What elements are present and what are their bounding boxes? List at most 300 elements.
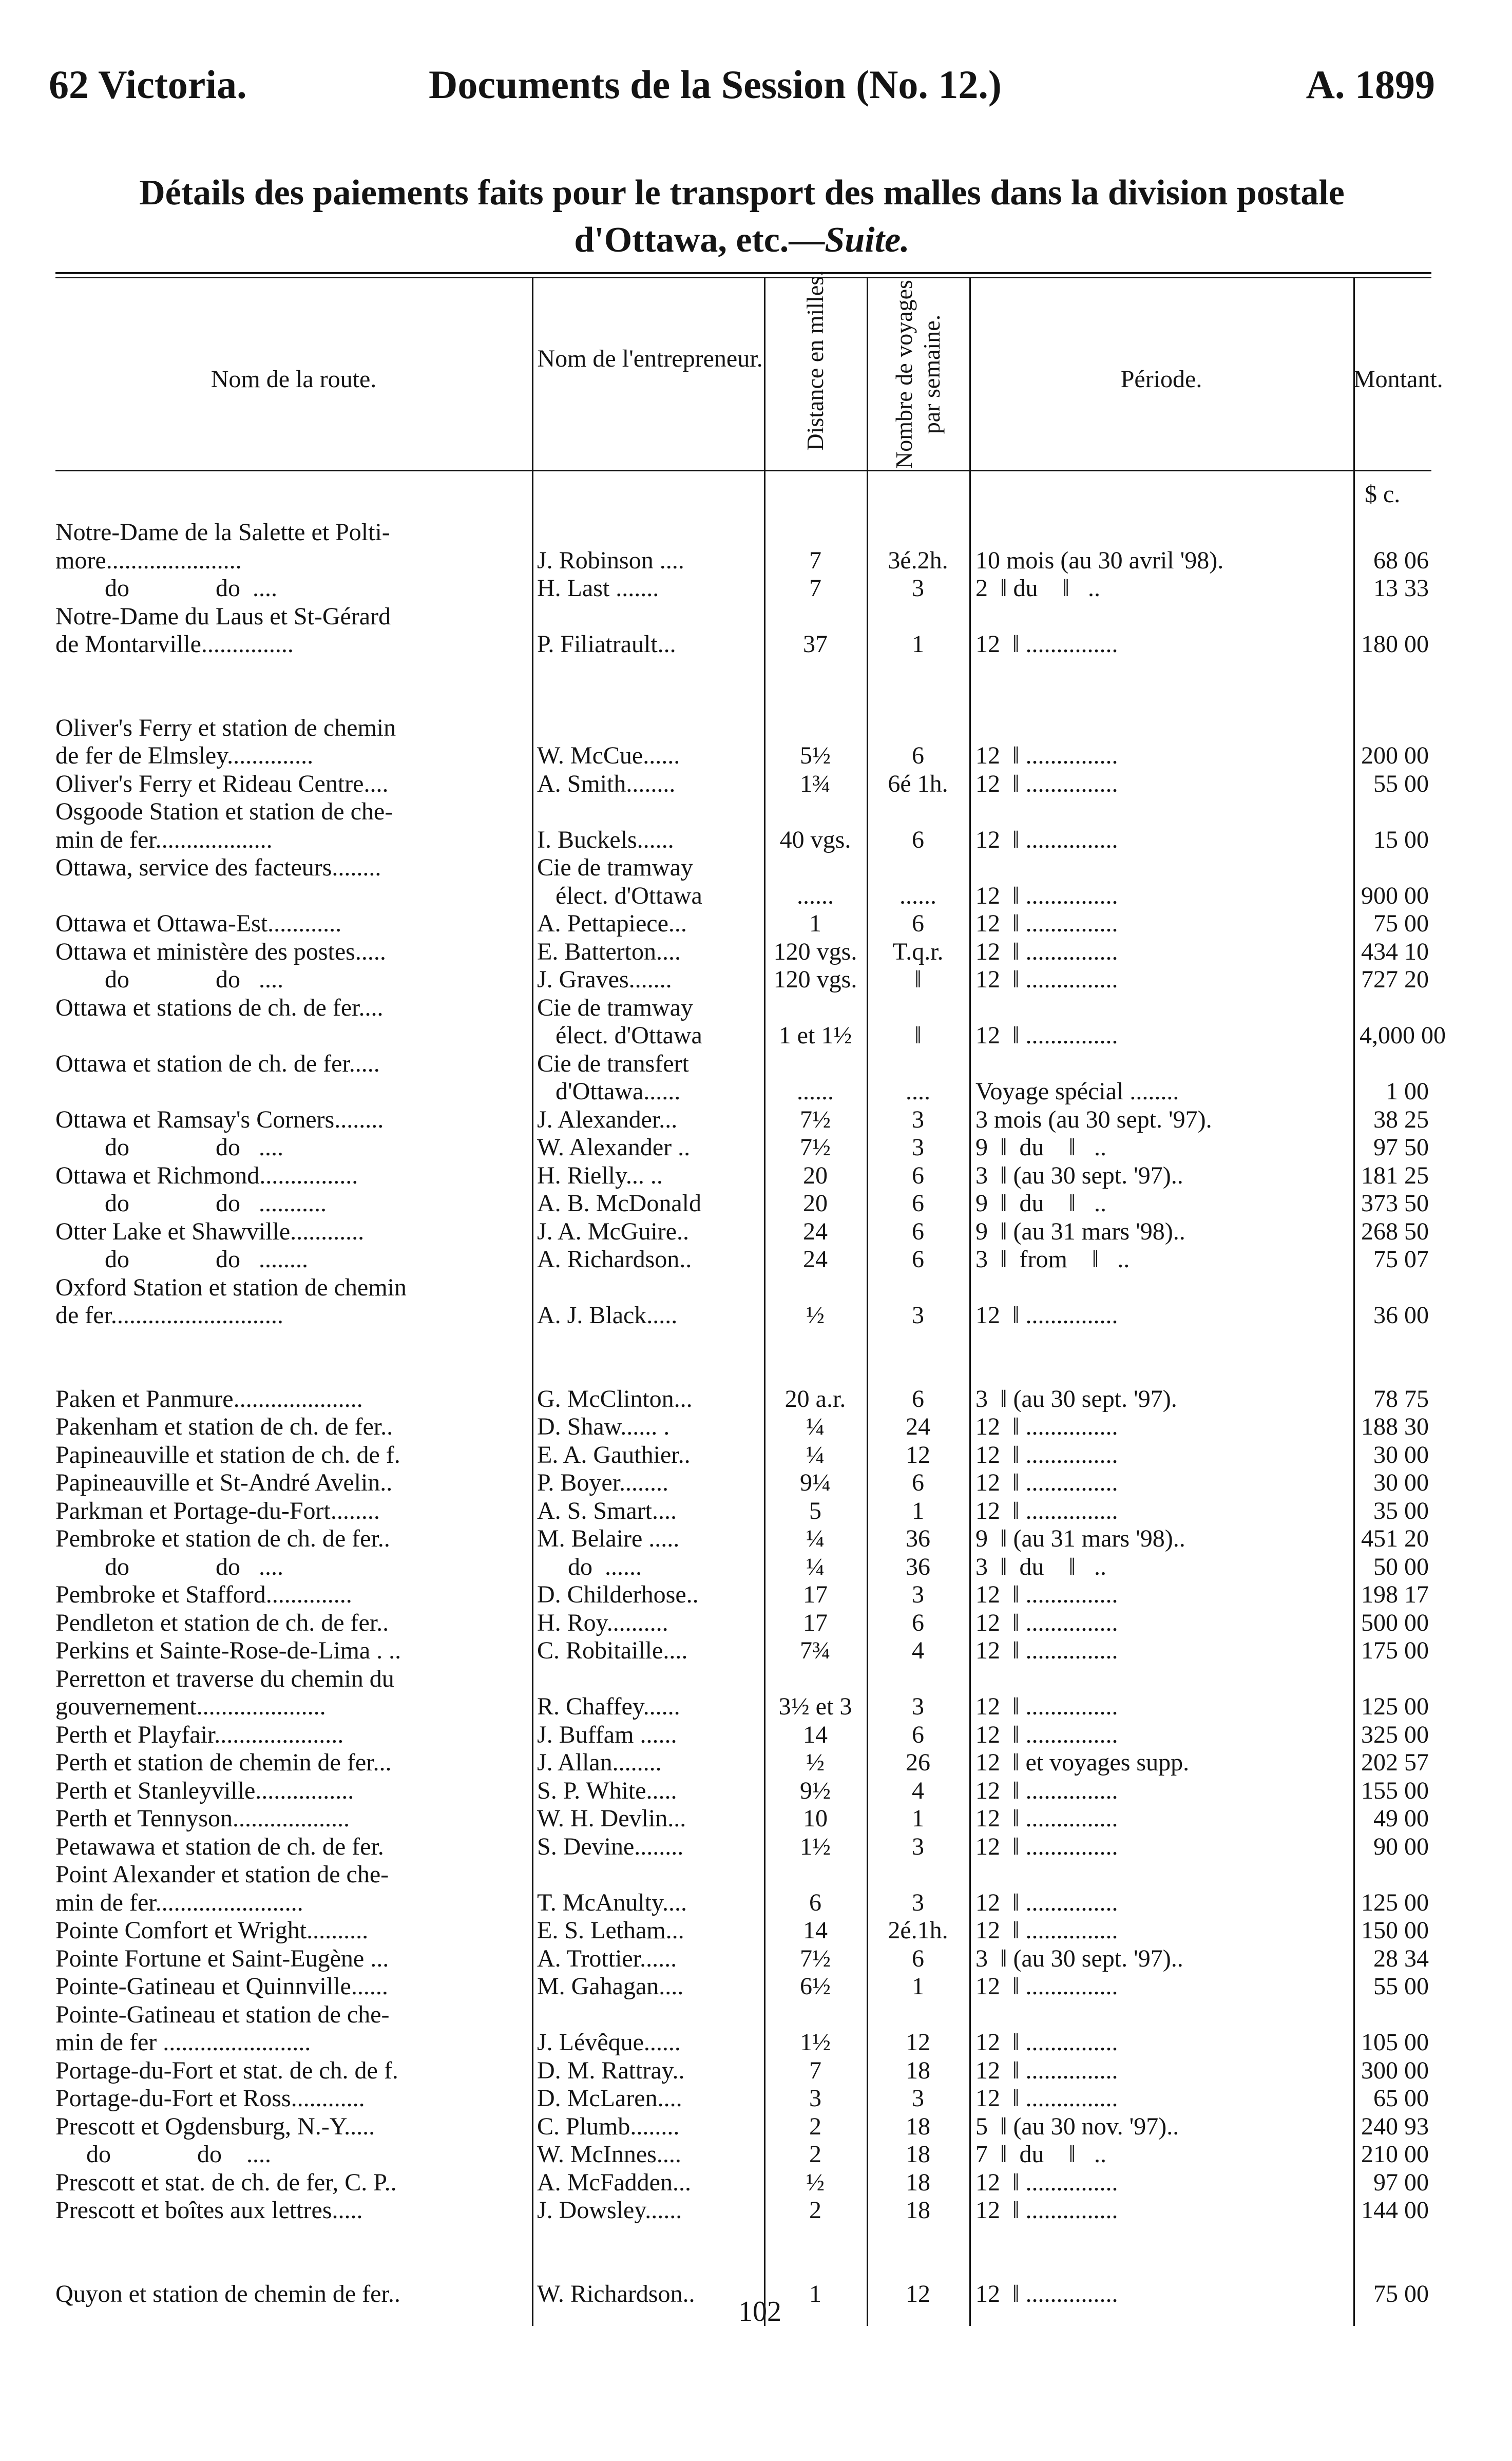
distance-value: 7½ [800,1134,831,1161]
distance-value: 120 vgs. [773,966,857,993]
period-value: 12 ‖ ............... [975,1833,1118,1860]
distance-value: 14 [803,1721,828,1748]
period-value: 12 ‖ ............... [975,1693,1118,1720]
title-line-2-plain: d'Ottawa, etc.— [574,220,825,260]
voyages-value: 6 [912,1609,924,1636]
distance-value: 120 vgs. [773,938,857,965]
voyages-value: 6 [912,1469,924,1496]
entrepreneur-name: E. Batterton.... [537,938,681,965]
voyages-value: 36 [906,1525,930,1552]
voyages-value: 6 [912,1190,924,1217]
route-name: Oxford Station et station de chemin [55,1273,407,1301]
amount-value: 75 07 [1373,1246,1429,1273]
period-value: 12 ‖ ............... [975,1973,1118,2000]
entrepreneur-name: A. Pettapiece... [537,910,687,937]
entrepreneur-name: M. Gahagan.... [537,1973,684,2000]
period-value: 12 ‖ ............... [975,1022,1118,1049]
route-name: min de fer........................ [55,1888,303,1916]
route-name: Ottawa, service des facteurs........ [55,854,381,881]
route-name: Ottawa et Ottawa-Est............ [55,910,342,937]
route-name: de Montarville............... [55,631,294,658]
period-value: 12 ‖ ............... [975,1917,1118,1944]
voyages-value: 12 [906,2029,930,2056]
entrepreneur-name: J. Robinson .... [537,546,684,574]
distance-value: 9½ [800,1777,831,1804]
entrepreneur-name: H. Rielly... .. [537,1161,663,1189]
distance-value: 6 [809,1888,821,1916]
entrepreneur-name: E. S. Letham... [537,1917,684,1944]
distance-value: 9¼ [800,1469,831,1496]
distance-value: 40 vgs. [779,826,851,853]
amount-value: 4,000 00 [1360,1022,1446,1049]
route-name: Perth et Playfair..................... [55,1721,344,1748]
distance-value: 7 [809,546,821,574]
entrepreneur-name: W. Richardson.. [537,2280,695,2307]
amount-value: 200 00 [1361,742,1429,769]
distance-value: ¼ [806,1525,825,1552]
period-value: 9 ‖ du ‖ .. [975,1134,1106,1161]
period-value: 9 ‖ (au 31 mars '98).. [975,1525,1185,1552]
header-year: A. 1899 [1306,62,1435,107]
voyages-value: 1 [912,1497,924,1524]
amount-value: 125 00 [1361,1888,1429,1916]
title-line-2-italic: Suite. [825,220,910,260]
amount-value: 68 06 [1373,546,1429,574]
col-divider-5 [1353,277,1355,2326]
period-value: 12 ‖ ............... [975,1497,1118,1524]
voyages-value: 36 [906,1553,930,1580]
amount-value: 451 20 [1361,1525,1429,1552]
distance-value: ¼ [806,1413,825,1440]
voyages-value: 24 [906,1413,930,1440]
route-name: de fer............................ [55,1302,283,1329]
amount-value: 65 00 [1373,2085,1429,2112]
route-name: Otter Lake et Shawville............ [55,1217,365,1245]
entrepreneur-name: élect. d'Ottawa [537,882,702,909]
distance-value: 1 [809,2280,821,2307]
distance-value: 5½ [800,742,831,769]
voyages-value: ‖ [914,966,922,993]
route-name: Perth et Tennyson................... [55,1805,350,1832]
voyages-value: 3 [912,575,924,602]
period-value: 12 ‖ ............... [975,742,1118,769]
period-value: 12 ‖ ............... [975,1777,1118,1804]
entrepreneur-name: S. Devine........ [537,1833,684,1860]
voyages-value: T.q.r. [892,938,944,965]
voyages-value: 4 [912,1777,924,1804]
distance-value: 14 [803,1917,828,1944]
route-name: Ottawa et Ramsay's Corners........ [55,1105,384,1133]
page-number: 102 [738,2296,781,2328]
period-value: 3 ‖ (au 30 sept. '97).. [975,1161,1183,1189]
col-header-entrepreneur: Nom de l'entrepreneur. [537,345,763,372]
voyages-value: 18 [906,2141,930,2168]
period-value: 12 ‖ ............... [975,1302,1118,1329]
amount-value: 50 00 [1373,1553,1429,1580]
amount-value: 55 00 [1373,770,1429,797]
amount-value: 155 00 [1361,1777,1429,1804]
route-name: do do .... [55,1553,283,1580]
period-value: 3 ‖ from ‖ .. [975,1246,1130,1273]
entrepreneur-name: Cie de tramway [537,854,693,881]
amount-value: 188 30 [1361,1413,1429,1440]
amount-value: 202 57 [1361,1749,1429,1776]
route-name: Prescott et stat. de ch. de fer, C. P.. [55,2168,397,2196]
entrepreneur-name: I. Buckels...... [537,826,674,853]
distance-value: ½ [806,2168,825,2196]
entrepreneur-name: Cie de tramway [537,994,693,1021]
route-name: Papineauville et station de ch. de f. [55,1441,400,1468]
col-header-route: Nom de la route. [210,366,377,393]
distance-value: 20 a.r. [784,1385,846,1413]
entrepreneur-name: A. Richardson.. [537,1246,692,1273]
amount-value: 325 00 [1361,1721,1429,1748]
header-bottom-rule [55,470,1431,471]
amount-value: 78 75 [1373,1385,1429,1413]
amount-value: 30 00 [1373,1469,1429,1496]
amount-value: 30 00 [1373,1441,1429,1468]
distance-value: 1 et 1½ [778,1022,852,1049]
period-value: 3 ‖ (au 30 sept. '97). [975,1385,1177,1413]
route-name: de fer de Elmsley.............. [55,742,314,769]
entrepreneur-name: C. Plumb........ [537,2112,680,2140]
voyages-value: 3 [912,1105,924,1133]
voyages-value: 6 [912,910,924,937]
route-name: Quyon et station de chemin de fer.. [55,2280,400,2307]
amount-value: 900 00 [1361,882,1429,909]
amount-value: 175 00 [1361,1637,1429,1664]
entrepreneur-name: D. McLaren.... [537,2085,682,2112]
entrepreneur-name: M. Belaire ..... [537,1525,680,1552]
amount-value: 15 00 [1373,826,1429,853]
entrepreneur-name: A. McFadden... [537,2168,691,2196]
entrepreneur-name: J. Lévêque...... [537,2029,681,2056]
period-value: 2 ‖ du ‖ .. [975,575,1100,602]
distance-value: 17 [803,1609,828,1636]
period-value: 12 ‖ ............... [975,882,1118,909]
entrepreneur-name: C. Robitaille.... [537,1637,688,1664]
voyages-value: 6 [912,826,924,853]
distance-value: 2 [809,2141,821,2168]
route-name: Prescott et Ogdensburg, N.-Y..... [55,2112,375,2140]
amount-value: 75 00 [1373,910,1429,937]
entrepreneur-name: H. Roy.......... [537,1609,668,1636]
distance-value: 6½ [800,1973,831,2000]
distance-value: 24 [803,1246,828,1273]
voyages-value: 3 [912,1833,924,1860]
distance-value: ½ [806,1302,825,1329]
period-value: 12 ‖ ............... [975,1637,1118,1664]
distance-value: 1½ [800,2029,831,2056]
route-name: Portage-du-Fort et Ross............ [55,2085,365,2112]
voyages-value: 3 [912,1134,924,1161]
entrepreneur-name: D. Shaw...... . [537,1413,670,1440]
distance-value: 5 [809,1497,821,1524]
voyages-value: 6 [912,1385,924,1413]
route-name: Oliver's Ferry et Rideau Centre.... [55,770,389,797]
amount-value: 35 00 [1373,1497,1429,1524]
amount-value: 150 00 [1361,1917,1429,1944]
distance-value: ½ [806,1749,825,1776]
period-value: 5 ‖ (au 30 nov. '97).. [975,2112,1179,2140]
period-value: 7 ‖ du ‖ .. [975,2141,1106,2168]
route-name: Perth et Stanleyville................ [55,1777,354,1804]
entrepreneur-name: A. Trottier...... [537,1944,677,1972]
period-value: 12 ‖ ............... [975,770,1118,797]
entrepreneur-name: D. M. Rattray.. [537,2056,685,2084]
distance-value: 20 [803,1161,828,1189]
route-name: Papineauville et St-André Avelin.. [55,1469,393,1496]
col-divider-1 [532,277,533,2326]
route-name: do do ........ [55,1246,308,1273]
voyages-value: 6 [912,1246,924,1273]
voyages-value: 26 [906,1749,930,1776]
voyages-value: 6é 1h. [888,770,948,797]
route-name: Pointe-Gatineau et station de che- [55,2000,390,2028]
period-value: 12 ‖ ............... [975,826,1118,853]
amount-value: 500 00 [1361,1609,1429,1636]
entrepreneur-name: W. McCue...... [537,742,680,769]
period-value: 12 ‖ ............... [975,938,1118,965]
voyages-value: 1 [912,1973,924,2000]
distance-value: 3 [809,2085,821,2112]
route-name: Pakenham et station de ch. de fer.. [55,1413,393,1440]
period-value: 12 ‖ ............... [975,910,1118,937]
entrepreneur-name: T. McAnulty.... [537,1888,687,1916]
entrepreneur-name: W. McInnes.... [537,2141,681,2168]
entrepreneur-name: A. J. Black..... [537,1302,678,1329]
amount-value: 434 10 [1361,938,1429,965]
amount-value: 55 00 [1373,1973,1429,2000]
route-name: Oliver's Ferry et station de chemin [55,714,396,741]
route-name: Parkman et Portage-du-Fort........ [55,1497,380,1524]
entrepreneur-name: J. Buffam ...... [537,1721,677,1748]
header-title: Documents de la Session (No. 12.) [429,62,1002,107]
amount-value: 144 00 [1361,2197,1429,2224]
amount-value: 180 00 [1361,631,1429,658]
distance-value: 7 [809,575,821,602]
entrepreneur-name: W. Alexander .. [537,1134,691,1161]
voyages-value: 6 [912,1721,924,1748]
entrepreneur-name: élect. d'Ottawa [537,1022,702,1049]
period-value: 12 ‖ ............... [975,1441,1118,1468]
period-value: 10 mois (au 30 avril '98). [975,546,1224,574]
period-value: 9 ‖ du ‖ .. [975,1190,1106,1217]
route-name: Ottawa et stations de ch. de fer.... [55,994,384,1021]
period-value: 12 ‖ ............... [975,1581,1118,1608]
amount-value: 300 00 [1361,2056,1429,2084]
amount-value: 1 00 [1386,1078,1429,1105]
voyages-value: 18 [906,2112,930,2140]
period-value: 12 ‖ ............... [975,1805,1118,1832]
route-name: do do .... [55,2141,271,2168]
entrepreneur-name: A. S. Smart.... [537,1497,677,1524]
voyages-value: 3 [912,1581,924,1608]
entrepreneur-name: do ...... [537,1553,642,1580]
period-value: 3 ‖ du ‖ .. [975,1553,1106,1580]
col-divider-4 [969,277,971,2326]
voyages-value: 4 [912,1637,924,1664]
distance-value: 7½ [800,1944,831,1972]
payments-table [55,270,1446,2331]
distance-value: 37 [803,631,828,658]
col-header-voyages: Nombre de voyages par semaine. [891,280,945,469]
distance-value: 1½ [800,1833,831,1860]
route-name: Pendleton et station de ch. de fer.. [55,1609,389,1636]
entrepreneur-name: J. Graves....... [537,966,672,993]
voyages-value: 1 [912,1805,924,1832]
voyages-value: .... [906,1078,930,1105]
amount-value: 97 50 [1373,1134,1429,1161]
period-value: 12 ‖ ............... [975,1888,1118,1916]
route-name: Portage-du-Fort et stat. de ch. de f. [55,2056,398,2084]
period-value: 12 ‖ ............... [975,1609,1118,1636]
entrepreneur-name: J. Allan........ [537,1749,662,1776]
voyages-value: 18 [906,2168,930,2196]
voyages-value: 3 [912,1693,924,1720]
header-session: 62 Victoria. [49,62,247,107]
title-line-2 [49,217,1435,264]
voyages-value: 3é.2h. [888,546,948,574]
entrepreneur-name: G. McClinton... [537,1385,693,1413]
amount-value: 13 33 [1373,575,1429,602]
entrepreneur-name: A. Smith........ [537,770,676,797]
amount-value: 97 00 [1373,2168,1429,2196]
route-name: Perretton et traverse du chemin du [55,1665,394,1692]
entrepreneur-name: J. A. McGuire.. [537,1217,689,1245]
amount-value: 727 20 [1361,966,1429,993]
voyages-value: 18 [906,2197,930,2224]
route-name: min de fer................... [55,826,273,853]
route-name: min de fer ........................ [55,2029,311,2056]
period-value: 3 ‖ (au 30 sept. '97).. [975,1944,1183,1972]
col-divider-2 [764,277,765,2326]
distance-value: 7¾ [800,1637,831,1664]
voyages-value: ‖ [914,1022,922,1049]
amount-value: 210 00 [1361,2141,1429,2168]
route-name: Pembroke et station de ch. de fer.. [55,1525,390,1552]
entrepreneur-name: E. A. Gauthier.. [537,1441,691,1468]
distance-value: 1¾ [800,770,831,797]
period-value: 12 ‖ ............... [975,2056,1118,2084]
amount-value: 268 50 [1361,1217,1429,1245]
entrepreneur-name: W. H. Devlin... [537,1805,686,1832]
distance-value: 7 [809,2056,821,2084]
period-value: 12 ‖ ............... [975,2085,1118,2112]
period-value: 3 mois (au 30 sept. '97). [975,1105,1212,1133]
route-name: Ottawa et station de ch. de fer..... [55,1050,380,1077]
route-name: Pointe Fortune et Saint-Eugène ... [55,1944,389,1972]
period-value: Voyage spécial ........ [975,1078,1179,1105]
route-name: Perkins et Sainte-Rose-de-Lima . .. [55,1637,401,1664]
amount-value: 49 00 [1373,1805,1429,1832]
distance-value: 2 [809,2112,821,2140]
entrepreneur-name: d'Ottawa...... [537,1078,681,1105]
amount-value: 28 34 [1373,1944,1429,1972]
route-name: gouvernement..................... [55,1693,326,1720]
period-value: 12 ‖ ............... [975,1413,1118,1440]
amount-value: 125 00 [1361,1693,1429,1720]
voyages-value: 6 [912,1217,924,1245]
voyages-value: 3 [912,2085,924,2112]
amount-value: 240 93 [1361,2112,1429,2140]
col-divider-3 [867,277,868,2326]
entrepreneur-name: P. Boyer........ [537,1469,669,1496]
route-name: Paken et Panmure..................... [55,1385,363,1413]
voyages-value: 12 [906,1441,930,1468]
entrepreneur-name: J. Dowsley...... [537,2197,682,2224]
route-name: Pembroke et Stafford.............. [55,1581,352,1608]
distance-value: 10 [803,1805,828,1832]
period-value: 12 ‖ ............... [975,1469,1118,1496]
route-name: do do .... [55,966,283,993]
route-name: Notre-Dame du Laus et St-Gérard [55,602,391,630]
amount-value: 198 17 [1361,1581,1429,1608]
voyages-value: 6 [912,742,924,769]
amount-value: 90 00 [1373,1833,1429,1860]
entrepreneur-name: H. Last ....... [537,575,659,602]
route-name: Point Alexander et station de che- [55,1861,389,1888]
distance-value: 24 [803,1217,828,1245]
period-value: 12 ‖ ............... [975,631,1118,658]
route-name: Ottawa et ministère des postes..... [55,938,386,965]
voyages-value: 2é.1h. [888,1917,948,1944]
voyages-value: 3 [912,1888,924,1916]
route-name: Perth et station de chemin de fer... [55,1749,392,1776]
distance-value: 1 [809,910,821,937]
route-name: more...................... [55,546,242,574]
voyages-value: 6 [912,1161,924,1189]
period-value: 12 ‖ ............... [975,2029,1118,2056]
route-name: Ottawa et Richmond................ [55,1161,358,1189]
period-value: 12 ‖ ............... [975,2197,1118,2224]
period-value: 12 ‖ et voyages supp. [975,1749,1190,1776]
route-name: Osgoode Station et station de che- [55,798,393,825]
period-value: 12 ‖ ............... [975,1721,1118,1748]
distance-value: 3½ et 3 [778,1693,852,1720]
col-header-distance: Distance en milles. [802,270,828,451]
period-value: 9 ‖ (au 31 mars '98).. [975,1217,1185,1245]
amount-value: 105 00 [1361,2029,1429,2056]
voyages-value: 18 [906,2056,930,2084]
amount-value: 181 25 [1361,1161,1429,1189]
route-name: Notre-Dame de la Salette et Polti- [55,519,390,546]
amount-value: 75 00 [1373,2280,1429,2307]
entrepreneur-name: D. Childerhose.. [537,1581,699,1608]
entrepreneur-name: A. B. McDonald [537,1190,701,1217]
running-header [49,62,1435,118]
distance-value: ...... [797,1078,834,1105]
col-header-periode: Période. [1120,366,1202,393]
distance-value: 7½ [800,1105,831,1133]
entrepreneur-name: R. Chaffey...... [537,1693,680,1720]
entrepreneur-name: J. Alexander... [537,1105,678,1133]
amount-value: 373 50 [1361,1190,1429,1217]
route-name: do do .... [55,1134,283,1161]
table-top-rule-2 [55,277,1431,278]
route-name: do do ........... [55,1190,327,1217]
route-name: Pointe-Gatineau et Quinnville...... [55,1973,388,2000]
voyages-value: 1 [912,631,924,658]
period-value: 12 ‖ ............... [975,2280,1118,2307]
entrepreneur-name: S. P. White..... [537,1777,677,1804]
voyages-value: 6 [912,1944,924,1972]
distance-value: ¼ [806,1441,825,1468]
voyages-value: ...... [899,882,936,909]
currency-label: $ c. [1365,481,1401,508]
period-value: 12 ‖ ............... [975,2168,1118,2196]
entrepreneur-name: P. Filiatrault... [537,631,676,658]
